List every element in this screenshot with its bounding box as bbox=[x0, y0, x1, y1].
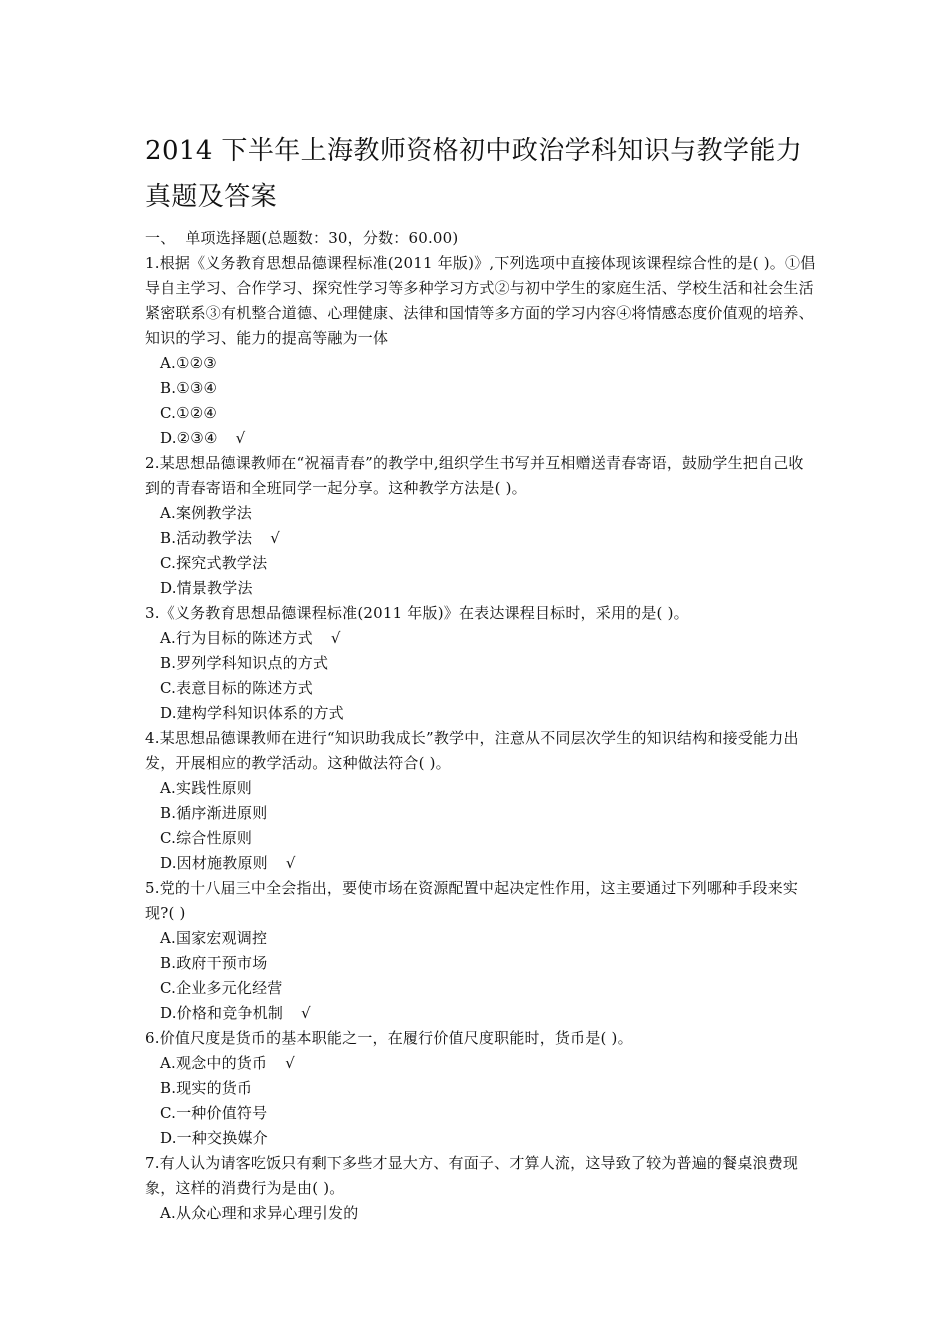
question-item bbox=[145, 876, 817, 1026]
option-text: B.活动教学法 bbox=[160, 529, 253, 547]
answer-option bbox=[160, 576, 817, 601]
question-stem: 6.价值尺度是货币的基本职能之一，在履行价值尺度职能时，货币是( )。 bbox=[145, 1029, 633, 1047]
question-list bbox=[145, 251, 817, 1226]
question-stem: 5.党的十八届三中全会指出，要使市场在资源配置中起决定性作用，这主要通过下列哪种手段来实现?( ) bbox=[145, 879, 799, 922]
option-text: C.探究式教学法 bbox=[160, 554, 268, 572]
option-text: A.①②③ bbox=[160, 354, 217, 372]
answer-option bbox=[160, 676, 817, 701]
correct-answer-checkmark: √ bbox=[235, 429, 246, 447]
option-text: B.循序渐进原则 bbox=[160, 804, 268, 822]
correct-answer-checkmark: √ bbox=[270, 529, 280, 547]
question-stem: 2.某思想品德课教师在“祝福青春”的教学中,组织学生书写并互相赠送青春寄语，鼓励学生把自己收到的青春寄语和全班同学一起分享。这种教学方法是( )。 bbox=[145, 454, 804, 497]
answer-option bbox=[160, 376, 817, 401]
option-text: D.建构学科知识体系的方式 bbox=[160, 704, 344, 722]
option-text: B.罗列学科知识点的方式 bbox=[160, 654, 329, 672]
question-item bbox=[145, 1026, 817, 1151]
answer-option bbox=[160, 1051, 817, 1076]
option-text: A.实践性原则 bbox=[160, 779, 253, 797]
answer-option bbox=[160, 701, 817, 726]
option-text: D.一种交换媒介 bbox=[160, 1129, 268, 1147]
answer-option bbox=[160, 1126, 817, 1151]
question-item bbox=[145, 251, 817, 451]
option-text: A.观念中的货币 bbox=[160, 1054, 268, 1072]
question-item bbox=[145, 601, 817, 726]
answer-option bbox=[160, 626, 817, 651]
section-heading: 一、 单项选择题(总题数：30，分数：60.00) bbox=[145, 229, 459, 247]
option-text: C.企业多元化经营 bbox=[160, 979, 283, 997]
answer-option bbox=[160, 976, 817, 1001]
option-text: A.案例教学法 bbox=[160, 504, 253, 522]
answer-option bbox=[160, 651, 817, 676]
document-title: 2014 下半年上海教师资格初中政治学科知识与教学能力真题及答案 bbox=[145, 136, 803, 212]
document-body bbox=[145, 226, 817, 1226]
answer-option bbox=[160, 1001, 817, 1026]
answer-option bbox=[160, 426, 817, 451]
answer-option bbox=[160, 351, 817, 376]
correct-answer-checkmark: √ bbox=[285, 854, 296, 872]
option-text: B.现实的货币 bbox=[160, 1079, 253, 1097]
answer-option bbox=[160, 551, 817, 576]
answer-option bbox=[160, 501, 817, 526]
question-stem: 4.某思想品德课教师在进行“知识助我成长”教学中，注意从不同层次学生的知识结构和接受能力出发，开展相应的教学活动。这种做法符合( )。 bbox=[145, 729, 799, 772]
correct-answer-checkmark: √ bbox=[301, 1004, 311, 1022]
answer-option bbox=[160, 1201, 817, 1226]
question-item bbox=[145, 1151, 817, 1226]
option-text: D.情景教学法 bbox=[160, 579, 253, 597]
option-text: D.②③④ bbox=[160, 429, 218, 447]
option-text: D.价格和竞争机制 bbox=[160, 1004, 284, 1022]
answer-option bbox=[160, 776, 817, 801]
question-stem: 1.根据《义务教育思想品德课程标准(2011 年版)》,下列选项中直接体现该课程综合性的是( )。①倡导自主学习、合作学习、探究性学习等多种学习方式②与初中学生的家庭生活、学校生活和社会生活紧密联系③有机整合道德、心理健康、法律和国情等多方面的学习内容④将情感态度价值观的培养、知识的学习、能力的提高等融为一体 bbox=[145, 254, 816, 347]
question-item bbox=[145, 451, 817, 601]
option-text: C.一种价值符号 bbox=[160, 1104, 268, 1122]
option-text: C.表意目标的陈述方式 bbox=[160, 679, 313, 697]
question-stem: 3.《义务教育思想品德课程标准(2011 年版)》在表达课程目标时，采用的是( )。 bbox=[145, 604, 689, 622]
option-text: B.①③④ bbox=[160, 379, 218, 397]
answer-option bbox=[160, 826, 817, 851]
question-item bbox=[145, 726, 817, 876]
answer-option bbox=[160, 951, 817, 976]
option-text: C.①②④ bbox=[160, 404, 218, 422]
answer-option bbox=[160, 926, 817, 951]
answer-option bbox=[160, 401, 817, 426]
correct-answer-checkmark: √ bbox=[285, 1054, 295, 1072]
option-text: A.从众心理和求异心理引发的 bbox=[160, 1204, 359, 1222]
option-text: B.政府干预市场 bbox=[160, 954, 268, 972]
answer-option bbox=[160, 1076, 817, 1101]
answer-option bbox=[160, 801, 817, 826]
option-text: A.国家宏观调控 bbox=[160, 929, 268, 947]
option-text: D.因材施教原则 bbox=[160, 854, 268, 872]
option-text: A.行为目标的陈述方式 bbox=[160, 629, 313, 647]
answer-option bbox=[160, 526, 817, 551]
answer-option bbox=[160, 1101, 817, 1126]
option-text: C.综合性原则 bbox=[160, 829, 253, 847]
question-stem: 7.有人认为请客吃饭只有剩下多些才显大方、有面子、才算人流，这导致了较为普遍的餐桌浪费现象，这样的消费行为是由( )。 bbox=[145, 1154, 799, 1197]
correct-answer-checkmark: √ bbox=[330, 629, 341, 647]
answer-option bbox=[160, 851, 817, 876]
